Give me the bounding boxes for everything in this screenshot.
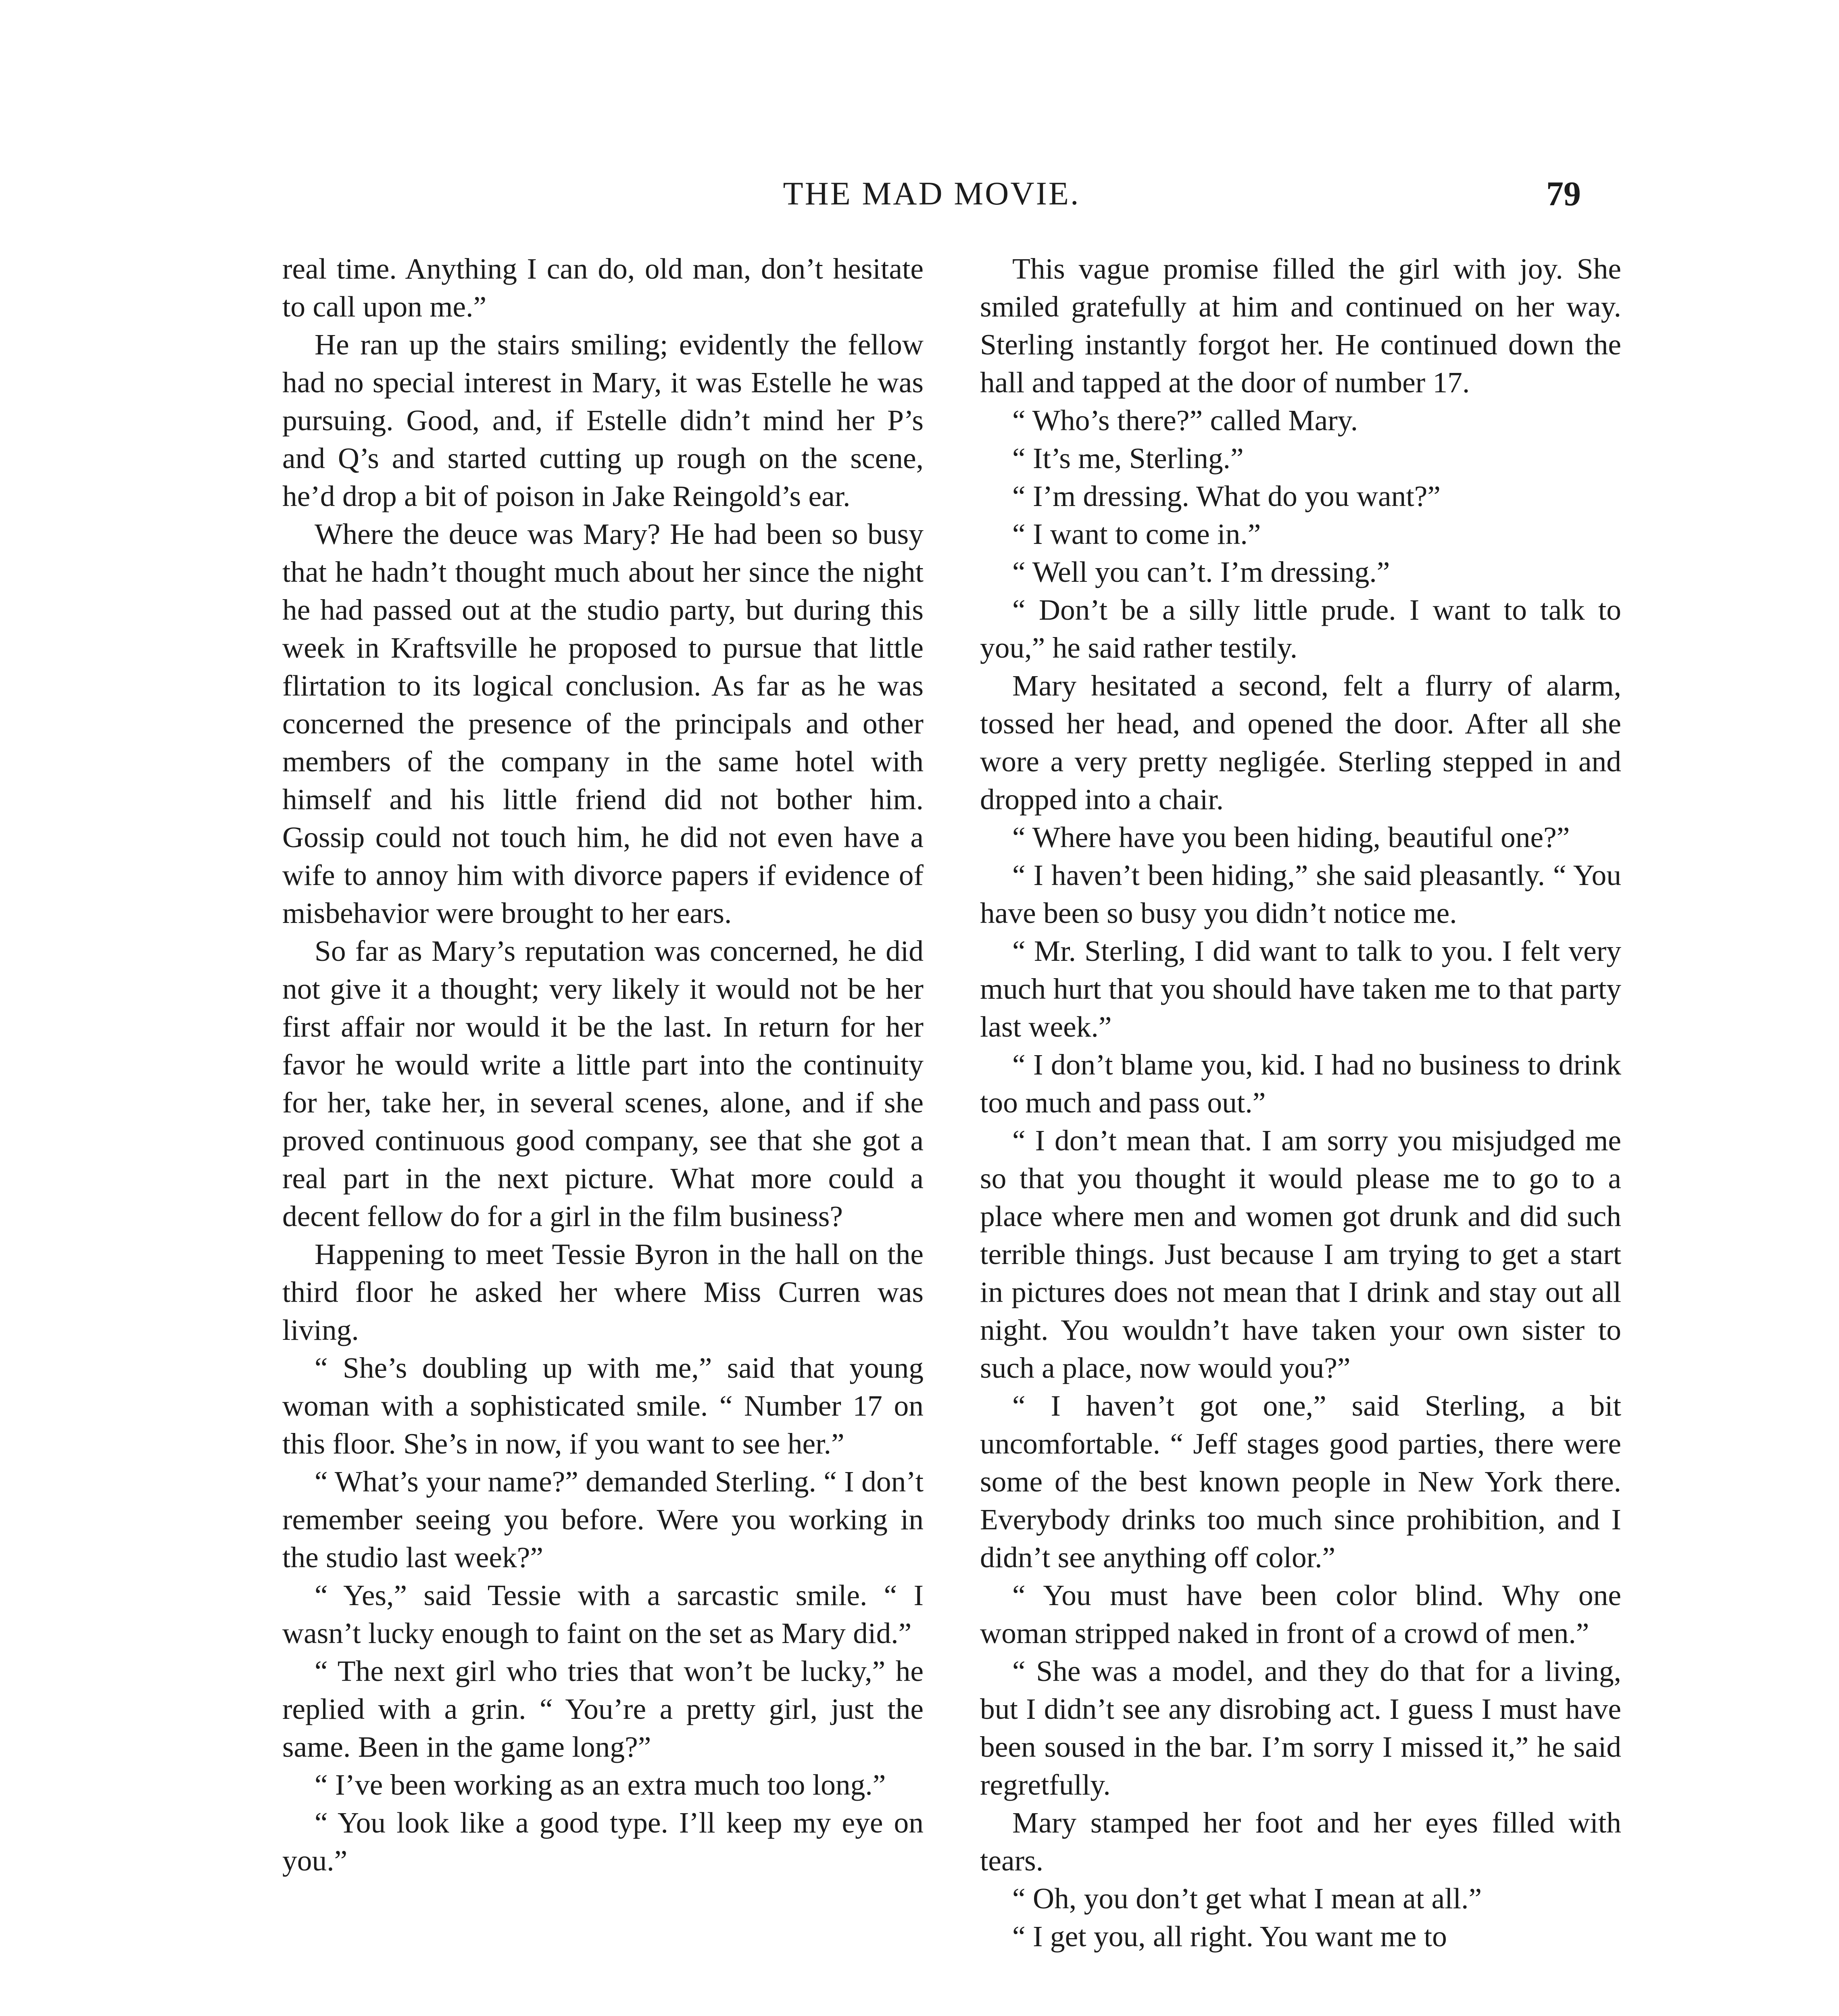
paragraph: So far as Mary’s reputation was concerned, he did not give it a thought; very likely it would not be her first affair nor would it be the last. In return for her favor he would write a little part into the continuity for her, take her, in several scenes, alone, and if she proved continuous good company, see that she got a real part in the next picture. What more could a decent fellow do for a girl in the film business? <box>282 935 924 1233</box>
paragraph: “ I’ve been working as an extra much too long.” <box>315 1768 886 1801</box>
paragraph: “ I haven’t got one,” said Sterling, a bit uncomfortable. “ Jeff stages good parties, there were some of the best known people in New York there. Everybody drinks too much since prohibition, and I didn’t see anything off color.” <box>980 1389 1621 1574</box>
paragraph: “ I haven’t been hiding,” she said pleasantly. “ You have been so busy you didn’t notice me. <box>980 859 1621 929</box>
left-column <box>282 250 924 1880</box>
paragraph: This vague promise filled the girl with joy. She smiled gratefully at him and continued on her way. Sterling instantly forgot her. He continued down the hall and tapped at the door of number 17. <box>980 252 1621 399</box>
paragraph: Mary stamped her foot and her eyes filled with tears. <box>980 1806 1621 1877</box>
paragraph: “ I don’t mean that. I am sorry you misjudged me so that you thought it would please me to go to a place where men and women got drunk and did such terrible things. Just because I am trying to get a start in pictures does not mean that I drink and stay out all night. You wouldn’t have taken your own sister to such a place, now would you?” <box>980 1124 1621 1384</box>
paragraph: “ Mr. Sterling, I did want to talk to you. I felt very much hurt that you should have taken me to that party last week.” <box>980 935 1621 1043</box>
paragraph: “ I don’t blame you, kid. I had no business to drink too much and pass out.” <box>980 1048 1621 1119</box>
paragraph: “ I get you, all right. You want me to <box>1012 1920 1447 1953</box>
paragraph: “ I’m dressing. What do you want?” <box>1012 480 1441 512</box>
paragraph: “ She’s doubling up with me,” said that young woman with a sophisticated smile. “ Number 17 on this floor. She’s in now, if you want to see her.” <box>282 1352 924 1460</box>
paragraph: “ The next girl who tries that won’t be lucky,” he replied with a grin. “ You’re a pretty girl, just the same. Been in the game long?” <box>282 1655 924 1763</box>
paragraph: real time. Anything I can do, old man, don’t hesitate to call upon me.” <box>282 252 924 323</box>
paragraph: “ Who’s there?” called Mary. <box>1012 404 1358 437</box>
paragraph: “ I want to come in.” <box>1012 518 1261 550</box>
paragraph: “ It’s me, Sterling.” <box>1012 442 1244 475</box>
paragraph: “ Where have you been hiding, beautiful one?” <box>1012 821 1570 854</box>
paragraph: Where the deuce was Mary? He had been so busy that he hadn’t thought much about her since the night he had passed out at the studio party, but during this week in Kraftsville he proposed to pursue that little flirtation to its logical conclusion. As far as he was concerned the presence of the principals and other members of the company in the same hotel with himself and his little friend did not bother him. Gossip could not touch him, he did not even have a wife to annoy him with divorce papers if evidence of misbehavior were brought to her ears. <box>282 518 924 929</box>
paragraph: Mary hesitated a second, felt a flurry of alarm, tossed her head, and opened the door. After all she wore a very pretty negligée. Sterling stepped in and dropped into a chair. <box>980 669 1621 816</box>
right-column <box>980 250 1621 1956</box>
running-head <box>290 169 1581 218</box>
running-title: THE MAD MOVIE. <box>783 175 1080 212</box>
paragraph: “ You look like a good type. I’ll keep my eye on you.” <box>282 1806 924 1877</box>
paragraph: “ She was a model, and they do that for a living, but I didn’t see any disrobing act. I guess I must have been soused in the bar. I’m sorry I missed it,” he said regretfully. <box>980 1655 1621 1801</box>
paragraph: “ Yes,” said Tessie with a sarcastic smile. “ I wasn’t lucky enough to faint on the set as Mary did.” <box>282 1579 924 1649</box>
paragraph: “ Don’t be a silly little prude. I want to talk to you,” he said rather testily. <box>980 594 1621 664</box>
paragraph: “ What’s your name?” demanded Sterling. “ I don’t remember seeing you before. Were you working in the studio last week?” <box>282 1465 924 1574</box>
paragraph: “ Well you can’t. I’m dressing.” <box>1012 556 1390 588</box>
paragraph: “ You must have been color blind. Why one woman stripped naked in front of a crowd of men.” <box>980 1579 1621 1649</box>
page-number: 79 <box>1546 174 1581 213</box>
paragraph: Happening to meet Tessie Byron in the hall on the third floor he asked her where Miss Curren was living. <box>282 1238 924 1346</box>
paragraph: “ Oh, you don’t get what I mean at all.” <box>1012 1882 1482 1915</box>
paragraph: He ran up the stairs smiling; evidently the fellow had no special interest in Mary, it was Estelle he was pursuing. Good, and, if Estelle didn’t mind her P’s and Q’s and started cutting up rough on the scene, he’d drop a bit of poison in Jake Reingold’s ear. <box>282 328 924 512</box>
